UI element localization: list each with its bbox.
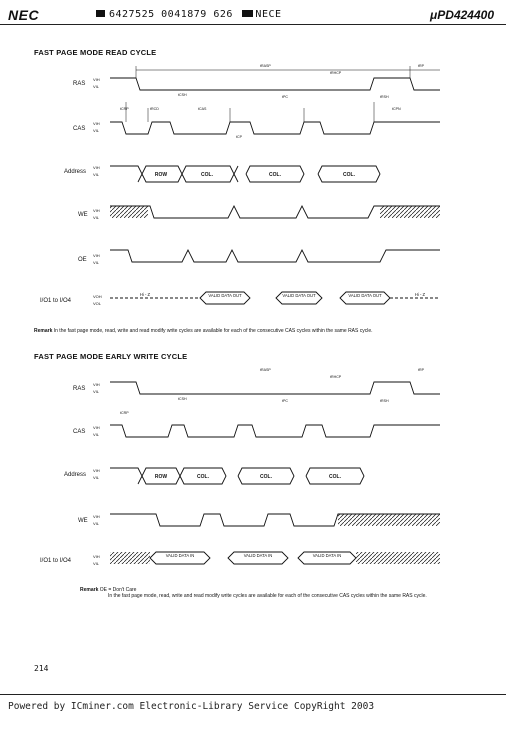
level-label: VIL: [93, 521, 100, 526]
timing-label: tCP: [236, 135, 242, 139]
timing-label: tPC: [282, 95, 288, 99]
address-label: ROW: [154, 474, 168, 480]
timing-label: tRHCP: [330, 375, 342, 379]
timing-markers: [126, 66, 440, 122]
io-label: VALID DATA OUT: [348, 293, 382, 298]
cas-waveform: [110, 122, 440, 134]
remark-label: Remark: [80, 587, 99, 593]
section-title-read: FAST PAGE MODE READ CYCLE: [34, 48, 157, 57]
level-label: VIH: [93, 554, 100, 559]
address-waveform: [110, 468, 364, 484]
ras-waveform: [110, 382, 440, 394]
signal-label: Address: [64, 472, 87, 478]
remark-text: In the fast page mode, read, write and read modify write cycles are available for each of the consecutive CAS cycles within the same RAS cycle.: [108, 593, 427, 600]
dont-care-hatch: [110, 206, 148, 218]
write-cycle-timing-diagram: [0, 362, 506, 577]
hiz-label: Hi - Z: [139, 292, 151, 297]
signal-label: WE: [78, 212, 88, 218]
timing-label: tRCD: [150, 107, 159, 111]
level-label: VIL: [93, 172, 100, 177]
address-waveform: [246, 166, 380, 182]
timing-label: tCSH: [178, 397, 187, 401]
brand-logo: NEC: [8, 7, 40, 23]
io-label: VALID DATA IN: [243, 553, 273, 558]
level-label: VOL: [93, 301, 102, 306]
dont-care-hatch: [110, 552, 150, 564]
header-code-suffix: NECE: [255, 9, 282, 20]
dont-care-hatch: [356, 552, 440, 564]
level-label: VIH: [93, 468, 100, 473]
io-label: VALID DATA IN: [312, 553, 342, 558]
signal-label: OE: [78, 257, 87, 263]
timing-label: tCPN: [392, 107, 401, 111]
io-label: VALID DATA IN: [165, 553, 195, 558]
address-label: COL.: [260, 474, 272, 480]
remark-line1: OE = Don't Care: [99, 587, 137, 593]
level-label: VIL: [93, 475, 100, 480]
timing-label: tCSH: [178, 93, 187, 97]
signal-label: Address: [64, 169, 87, 175]
timing-label: tPC: [282, 399, 288, 403]
timing-label: tRP: [418, 64, 424, 68]
section-title-write: FAST PAGE MODE EARLY WRITE CYCLE: [34, 352, 188, 361]
level-label: VIL: [93, 432, 100, 437]
address-label: COL.: [343, 172, 355, 178]
timing-label: tCAS: [198, 107, 207, 111]
address-label: COL.: [201, 172, 213, 178]
remark-write: [80, 587, 460, 599]
level-label: VIH: [93, 208, 100, 213]
footer-text: Powered by ICminer.com Electronic-Library Service CopyRight 2003: [8, 701, 375, 712]
dont-care-hatch: [380, 206, 440, 218]
level-label: VIH: [93, 425, 100, 430]
oe-waveform: [110, 250, 440, 262]
page-number: 214: [34, 664, 49, 673]
signal-label: CAS: [73, 126, 86, 132]
level-label: VIL: [93, 128, 100, 133]
black-block-icon: [242, 10, 253, 17]
level-label: VIH: [93, 77, 100, 82]
address-label: ROW: [154, 172, 168, 178]
remark-label: Remark: [34, 328, 53, 334]
hiz-label: Hi - Z: [414, 292, 426, 297]
signal-label: I/O1 to I/O4: [40, 298, 72, 304]
level-label: VIH: [93, 253, 100, 258]
io-label: VALID DATA OUT: [208, 293, 242, 298]
timing-label: tRSH: [380, 399, 389, 403]
timing-label: tRSH: [380, 95, 389, 99]
cas-waveform: [110, 425, 440, 437]
level-label: VOH: [93, 294, 102, 299]
level-label: VIL: [93, 215, 100, 220]
level-label: VIL: [93, 561, 100, 566]
header-code: [96, 9, 282, 20]
address-label: COL.: [329, 474, 341, 480]
timing-label: tRHCP: [330, 71, 342, 75]
level-label: VIL: [93, 84, 100, 89]
signal-label: RAS: [73, 81, 86, 87]
black-block-icon: [96, 10, 105, 17]
signal-label: WE: [78, 518, 88, 524]
timing-label: tCRP: [120, 411, 129, 415]
level-label: VIH: [93, 514, 100, 519]
part-number: μPD424400: [430, 8, 494, 22]
ras-waveform: [110, 78, 440, 90]
remark-text: In the fast page mode, read, write and read modify write cycles are available for each of the consecutive CAS cycles within the same RAS cycle.: [53, 328, 373, 334]
read-cycle-timing-diagram: [0, 58, 506, 328]
address-waveform: [110, 166, 238, 182]
level-label: VIH: [93, 121, 100, 126]
signal-label: CAS: [73, 429, 86, 435]
address-label: COL.: [197, 474, 209, 480]
timing-label: tRASP: [260, 64, 271, 68]
header-rule: [0, 24, 506, 25]
io-label: VALID DATA OUT: [282, 293, 316, 298]
header-code-text: 6427525 0041879 626: [109, 9, 233, 20]
timing-label: tRASP: [260, 368, 271, 372]
signal-label: I/O1 to I/O4: [40, 558, 72, 564]
level-label: VIL: [93, 260, 100, 265]
timing-label: tRP: [418, 368, 424, 372]
timing-label: tCRP: [120, 107, 129, 111]
remark-read: [34, 328, 434, 334]
address-label: COL.: [269, 172, 281, 178]
level-label: VIL: [93, 389, 100, 394]
level-label: VIH: [93, 382, 100, 387]
dont-care-hatch: [338, 514, 440, 526]
signal-label: RAS: [73, 386, 86, 392]
level-label: VIH: [93, 165, 100, 170]
footer-rule: [0, 694, 506, 695]
